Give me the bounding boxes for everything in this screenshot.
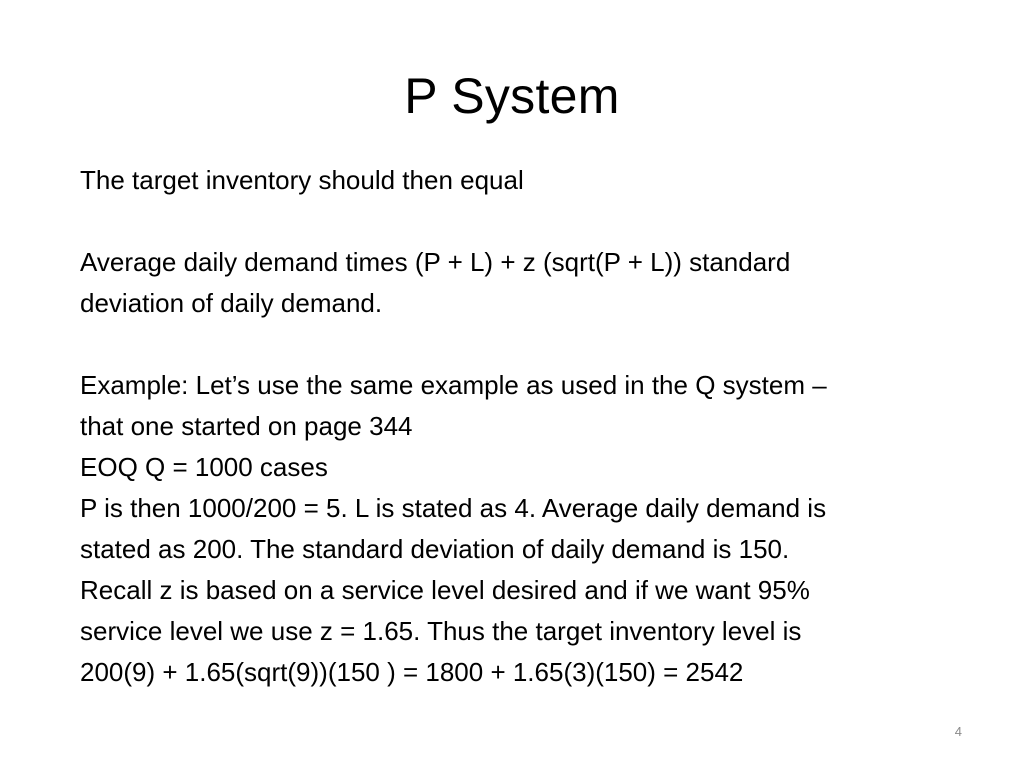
body-line: 200(9) + 1.65(sqrt(9))(150 ) = 1800 + 1.65(3)(150) = 2542 [80, 657, 744, 687]
body-line: Recall z is based on a service level desired and if we want 95% [80, 575, 810, 605]
body-line: The target inventory should then equal [80, 165, 524, 195]
body-line: service level we use z = 1.65. Thus the target inventory level is [80, 616, 802, 646]
slide-body [80, 160, 980, 693]
body-line: that one started on page 344 [80, 411, 413, 441]
body-line: deviation of daily demand. [80, 288, 383, 318]
paragraph-spacer [80, 201, 980, 242]
paragraph-spacer [80, 324, 980, 365]
slide-title: P System [404, 68, 620, 124]
body-line: Example: Let’s use the same example as used in the Q system – [80, 370, 827, 400]
body-line: Average daily demand times (P + L) + z (sqrt(P + L)) standard [80, 247, 791, 277]
slide-page-number: 4 [954, 724, 962, 739]
body-line: P is then 1000/200 = 5. L is stated as 4. Average daily demand is [80, 493, 827, 523]
body-line: stated as 200. The standard deviation of daily demand is 150. [80, 534, 790, 564]
body-line: EOQ Q = 1000 cases [80, 452, 328, 482]
